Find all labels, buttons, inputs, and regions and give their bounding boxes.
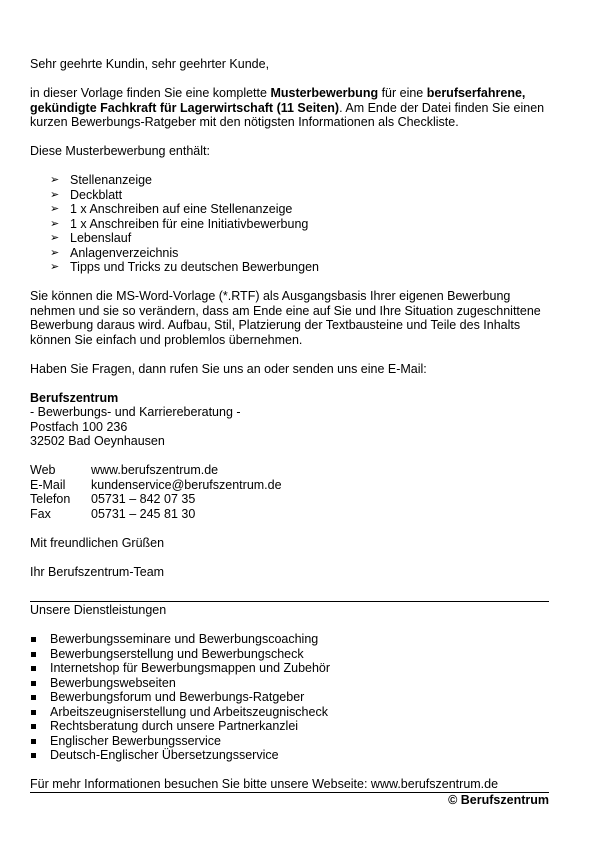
list-item: ➢ Stellenanzeige (50, 173, 153, 187)
list-item: Deutsch-Englischer Übersetzungsservice (30, 748, 549, 763)
square-bullet-icon (31, 652, 36, 657)
square-bullet-icon (31, 681, 36, 686)
list-item: Bewerbungserstellung und Bewerbungscheck (30, 647, 549, 662)
contact-email: E-Mail kundenservice@berufszentrum.de (30, 477, 282, 492)
questions-paragraph: Haben Sie Fragen, dann rufen Sie uns an oder senden uns eine E-Mail: (30, 361, 427, 376)
list-item: Bewerbungswebseiten (30, 676, 549, 691)
intro-paragraph (30, 86, 549, 130)
company-tagline: - Bewerbungs- und Karriereberatung - (30, 405, 241, 419)
list-item: Arbeitszeugniserstellung und Arbeitszeugnischeck (30, 705, 549, 720)
contact-web: Web www.berufszentrum.de (30, 463, 219, 477)
arrow-bullet-icon: ➢ (50, 217, 60, 230)
list-item: ➢ Lebenslauf (50, 231, 132, 245)
list-item: Rechtsberatung durch unsere Partnerkanzlei (30, 719, 549, 734)
list-item: Bewerbungsseminare und Bewerbungscoaching (30, 632, 549, 647)
intro-bold-1: Musterbewerbung (270, 86, 379, 100)
square-bullet-icon (31, 724, 36, 729)
contact-phone: Telefon 05731 – 842 07 35 (30, 492, 196, 506)
square-bullet-icon (31, 753, 36, 758)
square-bullet-icon (31, 739, 36, 744)
square-bullet-icon (31, 637, 36, 642)
list-item: ➢ Tipps und Tricks zu deutschen Bewerbungen (50, 260, 319, 274)
list-item: Internetshop für Bewerbungsmappen und Zubehör (30, 661, 549, 676)
arrow-bullet-icon: ➢ (50, 246, 60, 259)
list-item: ➢ Anlagenverzeichnis (50, 245, 179, 260)
contents-list (30, 173, 549, 275)
document-page (30, 57, 549, 807)
arrow-bullet-icon: ➢ (50, 188, 60, 201)
arrow-bullet-icon: ➢ (50, 203, 60, 215)
list-item: ➢ 1 x Anschreiben auf eine Stellenanzeige (50, 202, 293, 216)
arrow-bullet-icon: ➢ (50, 174, 60, 186)
footer-text: Für mehr Informationen besuchen Sie bitte unsere Webseite: www.berufszentrum.de (30, 777, 499, 791)
address-city: 32502 Bad Oeynhausen (30, 434, 165, 448)
square-bullet-icon (31, 666, 36, 671)
intro-text-2: für eine (378, 86, 427, 100)
services-heading: Unsere Dienstleistungen (30, 603, 167, 617)
company-name: Berufszentrum (30, 390, 119, 405)
list-item: ➢ 1 x Anschreiben für eine Initiativbewerbung (50, 216, 309, 231)
copyright: © Berufszentrum (448, 792, 549, 807)
edit-paragraph: Sie können die MS-Word-Vorlage (*.RTF) als Ausgangsbasis Ihrer eigenen Bewerbung nehmen und sie so verändern, dass am Ende eine auf Sie und Ihre Situation zugeschnittene Bewerbung daraus wird. Aufbau, Stil, Platzierung der Textbausteine und Teile des Inhalts können Sie einfach und problemlos übernehmen. (30, 289, 541, 347)
signature: Ihr Berufszentrum-Team (30, 564, 165, 579)
list-item: Englischer Bewerbungsservice (30, 734, 549, 749)
intro-text-3: . Am Ende der Datei finden Sie einen kurzen Bewerbungs-Ratgeber mit den nötigsten Informationen als Checkliste. (30, 100, 545, 129)
arrow-bullet-icon: ➢ (50, 261, 60, 273)
services-list (30, 632, 549, 763)
square-bullet-icon (31, 710, 36, 715)
contact-fax: Fax 05731 – 245 81 30 (30, 506, 196, 521)
web-link[interactable]: www.berufszentrum.de (91, 463, 219, 477)
email-link[interactable]: kundenservice@berufszentrum.de (91, 477, 282, 492)
closing: Mit freundlichen Grüßen (30, 535, 165, 550)
intro-bold-2: berufserfahrene, gekündigte Fachkraft für Lagerwirtschaft (11 Seiten) (30, 86, 526, 115)
contents-heading: Diese Musterbewerbung enthält: (30, 144, 210, 158)
list-item: Bewerbungsforum und Bewerbungs-Ratgeber (30, 690, 549, 705)
square-bullet-icon (31, 695, 36, 700)
arrow-bullet-icon: ➢ (50, 232, 60, 244)
address-street: Postfach 100 236 (30, 419, 128, 434)
list-item: ➢ Deckblatt (50, 187, 123, 202)
intro-text-1: in dieser Vorlage finden Sie eine komplette (30, 86, 271, 100)
greeting: Sehr geehrte Kundin, sehr geehrter Kunde, (30, 57, 270, 71)
divider (30, 601, 549, 602)
